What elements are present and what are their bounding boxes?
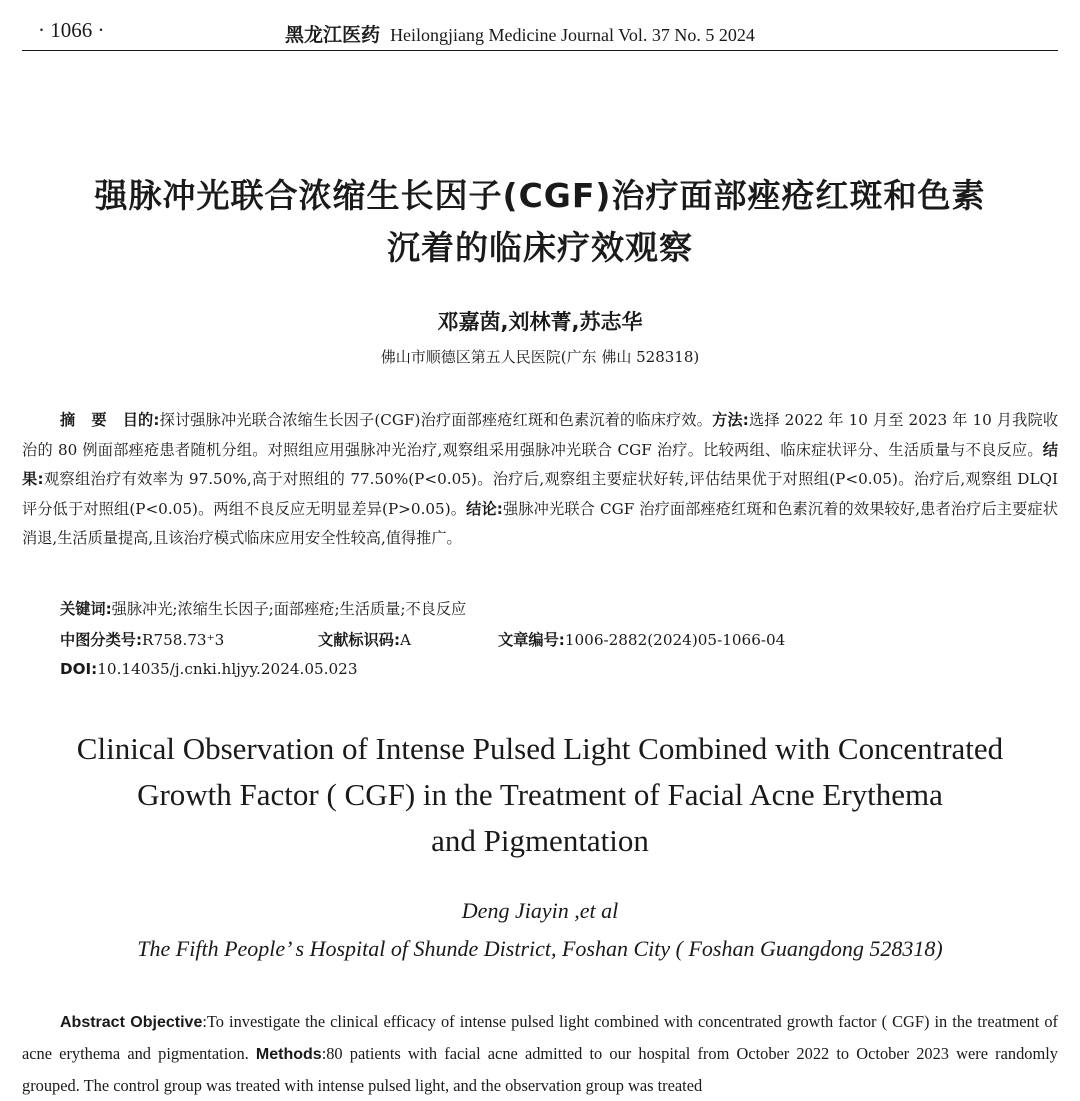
article-title-cn [20,170,1060,274]
journal-name-cn: 黑龙江医药 [285,24,381,46]
article-title-en-line-1: Clinical Observation of Intense Pulsed Light Combined with Concentrated [76,731,1004,766]
article-no-item [498,629,785,650]
doc-code-value: A [400,631,411,649]
affiliation-en: The Fifth People’ s Hospital of Shunde District, Foshan City ( Foshan Guangdong 528318) [137,936,943,961]
keywords-row [60,598,1058,629]
conclusion-cn-text: 强脉冲光联合 CGF 治疗面部痤疮红斑和色素沉着的效果较好,患者治疗后主要症状消退,生活质量提高,且该治疗模式临床应用安全性较高,值得推广。 [22,499,1058,547]
abstract-cn-label: 摘要 [60,411,123,429]
objective-en-text: :To investigate the clinical efficacy of intense pulsed light combined with concentrated growth factor ( CGF) in the treatment of acne erythema and pigmentation. [22,1012,1058,1063]
clc-item [60,629,224,650]
objective-en-label: Abstract Objective [60,1014,203,1031]
article-title-en-line-2: Growth Factor ( CGF) in the Treatment of Facial Acne Erythema [137,777,943,812]
article-title-en-line-3: and Pigmentation [431,823,649,858]
article-title-cn-line-2: 沉着的临床疗效观察 [387,228,693,267]
doc-code-label: 文献标识码: [318,631,401,649]
article-metadata [60,598,1058,691]
article-no-value: 1006-2882(2024)05-1066-04 [564,631,786,649]
objective-cn-label: 目的: [122,411,160,429]
journal-name [285,20,755,47]
article-title-cn-line-1: 强脉冲光联合浓缩生长因子(CGF)治疗面部痤疮红斑和色素 [94,176,986,215]
article-title-en [20,726,1060,864]
clc-value: R758.73⁺3 [142,631,225,649]
results-cn-label: 结果: [22,440,1058,488]
conclusion-cn-label: 结论: [466,499,503,518]
methods-en-text: :80 patients with facial acne admitted to our hospital from October 2022 to October 2023 were randomly grouped. The control group was treated with intense pulsed light, and the observation group was treated [22,1044,1058,1095]
journal-name-en: Heilongjiang Medicine Journal Vol. 37 No. 5 2024 [390,25,755,45]
article-no-label: 文章编号: [498,631,565,649]
doi-label: DOI: [60,660,98,678]
objective-cn-text: 探讨强脉冲光联合浓缩生长因子(CGF)治疗面部痤疮红斑和色素沉着的临床疗效。 [159,411,713,429]
doi-value[interactable]: 10.14035/j.cnki.hljyy.2024.05.023 [97,660,358,678]
authors-cn: 邓嘉茵,刘林菁,苏志华 [437,310,643,334]
abstract-en [22,1006,1058,1101]
methods-en-label: Methods [255,1046,322,1063]
keywords-value: 强脉冲光;浓缩生长因子;面部痤疮;生活质量;不良反应 [111,600,467,618]
methods-cn-label: 方法: [712,411,749,429]
doc-code-item [318,629,411,650]
clc-label: 中图分类号: [60,631,143,649]
keywords-label: 关键词: [60,600,112,618]
affiliation-cn: 佛山市顺德区第五人民医院(广东 佛山 528318) [380,348,700,366]
abstract-cn [22,406,1058,554]
page-number: · 1066 · [38,18,105,42]
results-cn-text: 观察组治疗有效率为 97.50%,高于对照组的 77.50%(P<0.05)。治疗后,观察组主要症状好转,评估结果优于对照组(P<0.05)。治疗后,观察组 DLQI 评分低于对照组(P<0.05)。两组不良反应无明显差异(P>0.05)。 [22,470,1058,518]
doi-row [60,660,1058,691]
classification-row [60,629,1058,660]
methods-cn-text: 选择 2022 年 10 月至 2023 年 10 月我院收治的 80 例面部痤疮患者随机分组。对照组应用强脉冲光治疗,观察组采用强脉冲光联合 CGF 治疗。比较两组、临床症状评分、生活质量与不良反应。 [22,411,1059,459]
authors-en: Deng Jiayin ,et al [461,898,619,923]
running-header [22,14,1058,51]
